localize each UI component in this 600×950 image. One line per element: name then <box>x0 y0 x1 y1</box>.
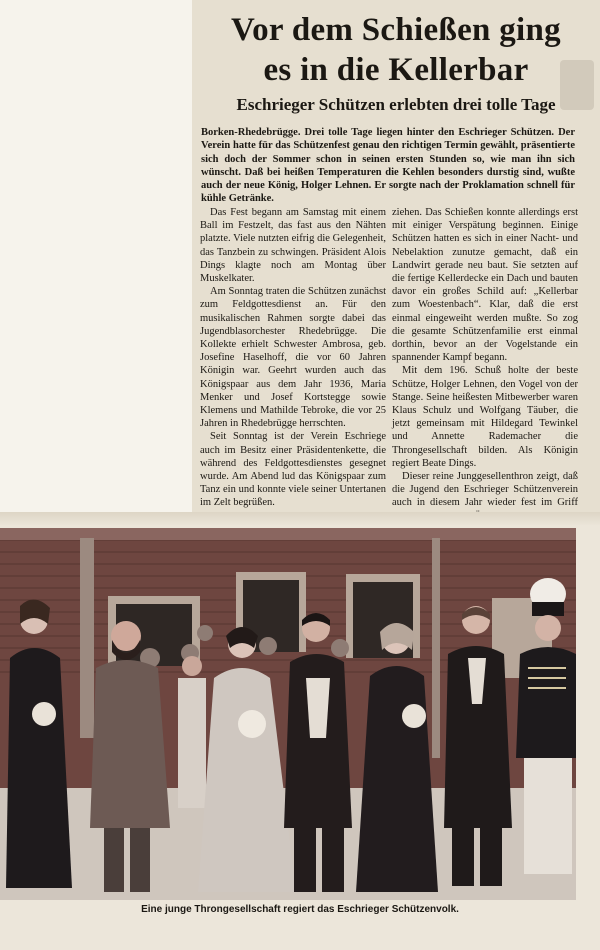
lead-paragraph: Borken-Rhedebrügge. Drei tolle Tage liegen hinter den Eschrieger Schützen. Der Verein hatte für das Schützenfest genau den richtigen Termin gewählt, präsentierte sich doch der Sommer schon in seinen ersten Stunden so, wie man ihn sich wünscht. Daß bei heißen Temperaturen die Kehlen besonders durstig sind, wußte auch der neue König, Holger Lehnen. Er sorgte nach der Proklamation schnell für kühle Getränke. <box>201 127 575 205</box>
group-photo <box>0 528 576 900</box>
paragraph: Seit Sonntag ist der Verein Eschriege auch im Besitz einer Präsidentenkette, die während des Feldgottesdienstes gesegnet wurde. Am Abend lud das Königspaar zum Tanz ein und konnte viele seiner Untertanen im Zelt begrüßen. <box>200 431 386 509</box>
paragraph: Am Sonntag traten die Schützen zunächst zum Feldgottesdienst an. Für den musikalischen Rahmen sorgte dabei das Jugendblasorchester Rhedebrügge. Die Kollekte erhielt Schwester Ambrosa, geb. Josefine Haselhoff, die vor 60 Jahren Königin war. Geehrt wurden auch das Königspaar aus dem Jahr 1936, Maria Menker und Josef Kortstegge sowie Klemens und Mathilde Tebroke, die vor 25 Jahren in Rhedebrügge herrschten. <box>200 286 386 430</box>
paragraph: ziehen. Das Schießen konnte allerdings erst mit einiger Verspätung beginnen. Einige Schützen hatten es sich in einer Nacht- und Nebelaktion zunutze gemacht, daß ein Landwirt gerade neu baut. Sie setzten auf die fertige Kellerdecke ein Dach und bauten davor ein großes Schild auf: „Kellerbar zum Woestenbach“. Klar, daß die erst einmal eingeweiht werden mußte. So zog die gesamte Schützenfamilie erst einmal dorthin, bevor an der Vogelstande ein spannender Kampf begann. <box>392 207 578 364</box>
headline-line-1: Vor dem Schießen ging <box>231 12 561 48</box>
photo-caption: Eine junge Throngesellschaft regiert das Eschrieger Schützenvolk. <box>141 904 459 915</box>
group-photo-illustration <box>0 528 576 900</box>
paragraph: Das Fest begann am Samstag mit einem Ball im Festzelt, das fast aus den Nähten platzte. Viele nutzten eifrig die Gelegenheit, das Tanzbein zu schwingen. Präsident Alois Dings klagte noch am Montag über Muskelkater. <box>200 207 386 285</box>
paragraph: Mit dem 196. Schuß holte der beste Schütze, Holger Lehnen, den Vogel von der Stange. Seine heißesten Mitbewerber waren Klaus Schulz und Wolfgang Täuber, die jetzt gemeinsam mit Hildegard Tewinkel und Annette Rademacher die Throngesellschaft bilden. Als Königin regiert Beate Dings. <box>392 365 578 469</box>
headline <box>198 10 594 90</box>
article-column-1 <box>200 206 386 549</box>
torn-edge <box>0 512 600 526</box>
article-column-2 <box>392 206 578 549</box>
headline-line-2: es in die Kellerbar <box>263 52 529 88</box>
subheadline: Eschrieger Schützen erlebten drei tolle Tage <box>236 95 556 114</box>
paragraph: Dieser reine Junggesellenthron zeigt, daß die Jugend den Eschrieger Schützenverein auch in diesem Jahr wieder fest im Griff <box>392 471 578 509</box>
